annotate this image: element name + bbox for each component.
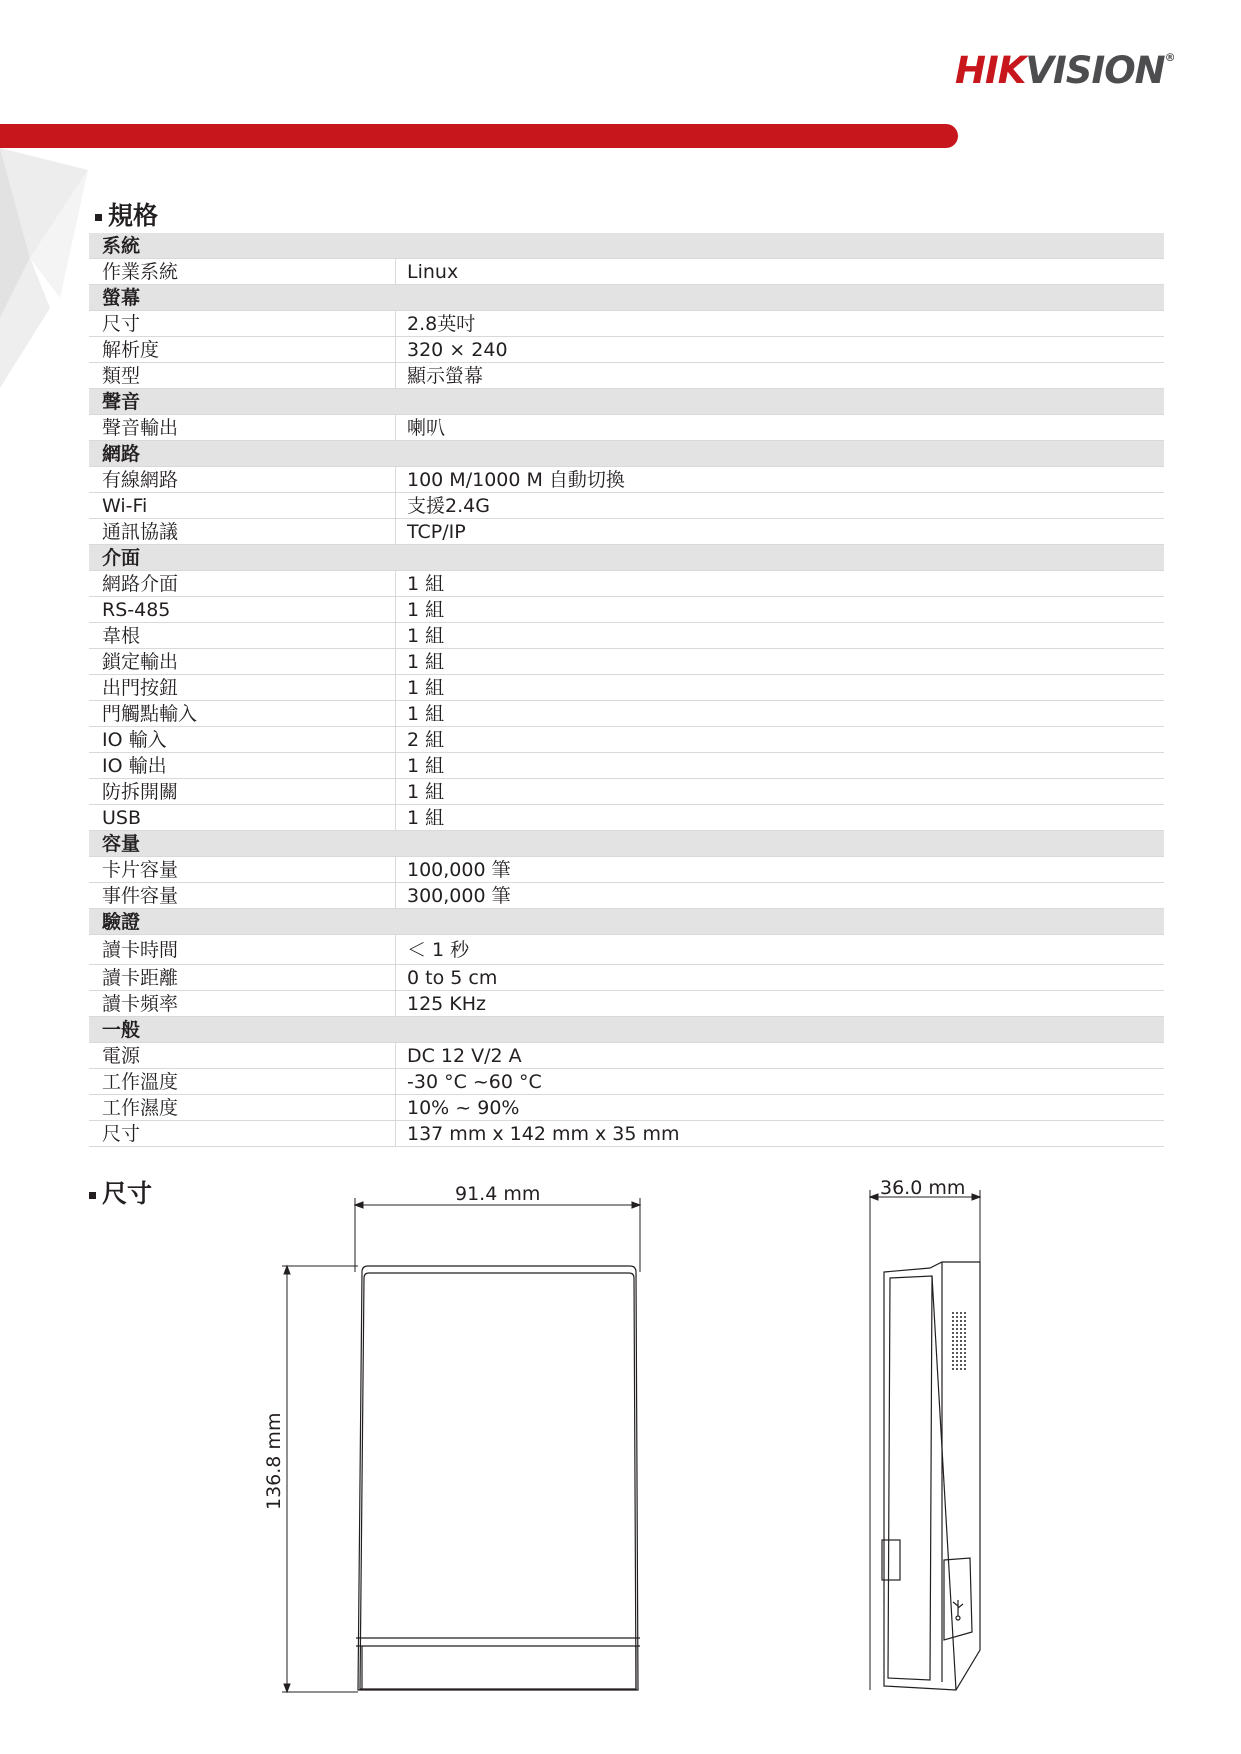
spec-label: IO 輸出 [89, 753, 396, 779]
spec-value: 1 組 [396, 701, 1165, 727]
spec-row [89, 363, 1164, 389]
spec-row [89, 701, 1164, 727]
spec-category-row [89, 545, 1164, 571]
dimensions-title: 尺寸 [89, 1181, 152, 1206]
spec-label: 有線網路 [89, 467, 396, 493]
spec-label: 作業系統 [89, 259, 396, 285]
spec-value: 支援2.4G [396, 493, 1165, 519]
spec-label: Wi-Fi [89, 493, 396, 519]
spec-category-row [89, 831, 1164, 857]
spec-row [89, 1121, 1164, 1147]
spec-row [89, 675, 1164, 701]
spec-value: 0 to 5 cm [396, 965, 1165, 991]
front-width-dimension [355, 1198, 640, 1272]
spec-category-label: 系統 [89, 233, 1164, 259]
front-height-dimension [282, 1266, 358, 1692]
spec-value: 2.8英吋 [396, 311, 1165, 337]
spec-category-row [89, 1017, 1164, 1043]
spec-category-row [89, 909, 1164, 935]
spec-value: 1 組 [396, 623, 1165, 649]
spec-label: 通訊協議 [89, 519, 396, 545]
spec-value: 320 × 240 [396, 337, 1165, 363]
spec-label: 網路介面 [89, 571, 396, 597]
spec-label: 門觸點輸入 [89, 701, 396, 727]
spec-label: 解析度 [89, 337, 396, 363]
spec-value: 137 mm x 142 mm x 35 mm [396, 1121, 1165, 1147]
spec-row [89, 883, 1164, 909]
spec-row [89, 1043, 1164, 1069]
side-depth-label: 36.0 mm [880, 1177, 966, 1199]
spec-category-row [89, 389, 1164, 415]
spec-row [89, 935, 1164, 965]
spec-category-label: 驗證 [89, 909, 1164, 935]
spec-row [89, 311, 1164, 337]
spec-category-label: 介面 [89, 545, 1164, 571]
spec-label: 讀卡時間 [89, 935, 396, 965]
spec-label: 卡片容量 [89, 857, 396, 883]
spec-label: 鎖定輸出 [89, 649, 396, 675]
spec-category-label: 聲音 [89, 389, 1164, 415]
spec-value: 1 組 [396, 805, 1165, 831]
spec-value: 1 組 [396, 779, 1165, 805]
spec-row [89, 493, 1164, 519]
speaker-grille-icon [952, 1312, 968, 1372]
spec-label: 類型 [89, 363, 396, 389]
spec-value: 1 組 [396, 649, 1165, 675]
spec-row [89, 337, 1164, 363]
spec-value: ＜ 1 秒 [396, 935, 1165, 965]
spec-label: 韋根 [89, 623, 396, 649]
spec-value: 1 組 [396, 753, 1165, 779]
spec-value: 10% ~ 90% [396, 1095, 1165, 1121]
specs-title: 規格 [95, 203, 158, 228]
spec-label: RS-485 [89, 597, 396, 623]
spec-category-label: 螢幕 [89, 285, 1164, 311]
spec-label: 尺寸 [89, 311, 396, 337]
spec-label: USB [89, 805, 396, 831]
bullet-square [95, 214, 102, 221]
spec-label: 電源 [89, 1043, 396, 1069]
spec-category-row [89, 441, 1164, 467]
spec-label: 工作濕度 [89, 1095, 396, 1121]
spec-row [89, 779, 1164, 805]
spec-label: 讀卡距離 [89, 965, 396, 991]
spec-value: Linux [396, 259, 1165, 285]
spec-row [89, 467, 1164, 493]
spec-row [89, 415, 1164, 441]
spec-value: 125 KHz [396, 991, 1165, 1017]
spec-category-row [89, 285, 1164, 311]
spec-label: IO 輸入 [89, 727, 396, 753]
spec-table [89, 233, 1164, 1147]
dimension-drawing [0, 1170, 1241, 1710]
spec-label: 事件容量 [89, 883, 396, 909]
spec-value: -30 °C ~60 °C [396, 1069, 1165, 1095]
spec-value: 1 組 [396, 675, 1165, 701]
spec-row [89, 991, 1164, 1017]
spec-value: 2 組 [396, 727, 1165, 753]
hikvision-logo: HIKVISION® [955, 49, 1175, 92]
spec-category-label: 一般 [89, 1017, 1164, 1043]
spec-row [89, 519, 1164, 545]
spec-category-label: 網路 [89, 441, 1164, 467]
spec-label: 出門按鈕 [89, 675, 396, 701]
spec-label: 聲音輸出 [89, 415, 396, 441]
spec-row [89, 259, 1164, 285]
spec-row [89, 965, 1164, 991]
spec-label: 尺寸 [89, 1121, 396, 1147]
spec-row [89, 649, 1164, 675]
front-width-label: 91.4 mm [455, 1183, 541, 1205]
spec-value: 1 組 [396, 571, 1165, 597]
spec-row [89, 1095, 1164, 1121]
spec-row [89, 805, 1164, 831]
spec-row [89, 623, 1164, 649]
spec-label: 工作溫度 [89, 1069, 396, 1095]
spec-value: DC 12 V/2 A [396, 1043, 1165, 1069]
spec-value: 喇叭 [396, 415, 1165, 441]
spec-row [89, 727, 1164, 753]
front-view-device [356, 1266, 640, 1690]
front-height-label: 136.8 mm [263, 1412, 285, 1510]
spec-value: 顯示螢幕 [396, 363, 1165, 389]
spec-value: TCP/IP [396, 519, 1165, 545]
spec-row [89, 1069, 1164, 1095]
spec-row [89, 753, 1164, 779]
spec-value: 1 組 [396, 597, 1165, 623]
decorative-triangles [0, 148, 100, 398]
spec-value: 100,000 筆 [396, 857, 1165, 883]
spec-label: 防拆開關 [89, 779, 396, 805]
spec-category-row [89, 233, 1164, 259]
spec-label: 讀卡頻率 [89, 991, 396, 1017]
header-red-bar [0, 124, 958, 148]
spec-category-label: 容量 [89, 831, 1164, 857]
spec-row [89, 571, 1164, 597]
spec-row [89, 857, 1164, 883]
spec-row [89, 597, 1164, 623]
spec-value: 100 M/1000 M 自動切換 [396, 467, 1165, 493]
spec-value: 300,000 筆 [396, 883, 1165, 909]
